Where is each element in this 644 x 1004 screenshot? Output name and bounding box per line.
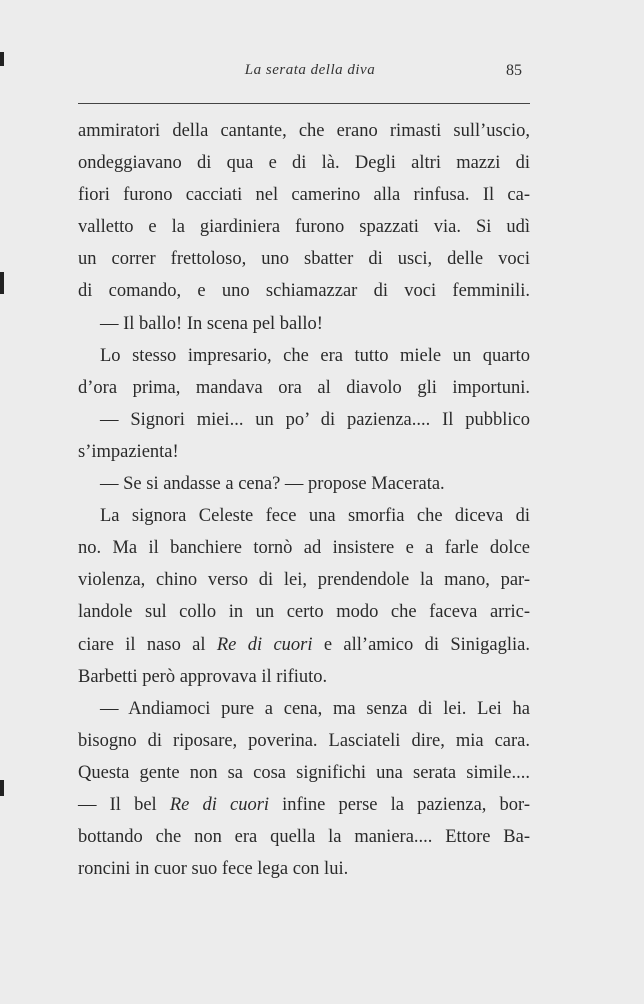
- scan-edge-mark: [0, 272, 4, 294]
- text-segment: ciare il naso al: [78, 634, 217, 655]
- text-segment: e all’amico di Sinigaglia.: [312, 634, 530, 655]
- text-line: di comando, e uno schiamazzar di voci femminili.: [78, 281, 530, 302]
- text-line: ammiratori della cantante, che erano rimasti sull’uscio,: [78, 121, 530, 141]
- body-text: [78, 115, 530, 885]
- header-rule: [78, 103, 530, 104]
- text-line: — Il ballo! In scena pel ballo!: [100, 313, 323, 334]
- text-line-with-italic: [78, 789, 530, 821]
- text-line: La signora Celeste fece una smorfia che diceva di: [100, 506, 530, 527]
- text-line: valletto e la giardiniera furono spazzati via. Si udì: [78, 217, 530, 238]
- text-line: Lo stesso impresario, che era tutto miele un quarto: [100, 345, 530, 366]
- text-line: bisogno di riposare, poverina. Lasciateli dire, mia cara.: [78, 730, 530, 751]
- text-line: Questa gente non sa cosa significhi una serata simile....: [78, 762, 530, 783]
- text-segment: infine perse la pazienza, bor-: [269, 794, 531, 815]
- text-line: — Signori miei... un po’ di pazienza.... Il pubblico: [100, 409, 530, 430]
- italic-title: Re di cuori: [169, 794, 270, 815]
- scan-edge-mark: [0, 780, 4, 796]
- text-line: fiori furono cacciati nel camerino alla rinfusa. Il ca-: [78, 185, 530, 206]
- text-segment: — Il bel: [78, 794, 170, 815]
- text-line: un correr frettoloso, uno sbatter di usci, delle voci: [78, 249, 530, 270]
- text-line: no. Ma il banchiere tornò ad insistere e a farle dolce: [78, 538, 530, 559]
- text-line: Barbetti però approvava il rifiuto.: [78, 666, 328, 687]
- text-line: d’ora prima, mandava ora al diavolo gli importuni.: [78, 377, 530, 398]
- text-line: — Andiamoci pure a cena, ma senza di lei. Lei ha: [100, 698, 530, 719]
- page-number: 85: [506, 62, 522, 79]
- italic-title: Re di cuori: [216, 634, 313, 655]
- text-line-with-italic: [78, 629, 530, 661]
- text-line: — Se si andasse a cena? — propose Macerata.: [100, 474, 445, 495]
- scan-edge-mark: [0, 52, 4, 66]
- text-line: bottando che non era quella la maniera.... Ettore Ba-: [78, 827, 530, 848]
- text-line: roncini in cuor suo fece lega con lui.: [78, 859, 349, 880]
- text-line: s’impazienta!: [78, 441, 179, 462]
- text-line: ondeggiavano di qua e di là. Degli altri mazzi di: [78, 153, 530, 174]
- text-line: landole sul collo in un certo modo che faceva arric-: [78, 602, 530, 623]
- running-header-title: La serata della diva: [244, 62, 376, 78]
- text-line: violenza, chino verso di lei, prendendole la mano, par-: [78, 570, 530, 591]
